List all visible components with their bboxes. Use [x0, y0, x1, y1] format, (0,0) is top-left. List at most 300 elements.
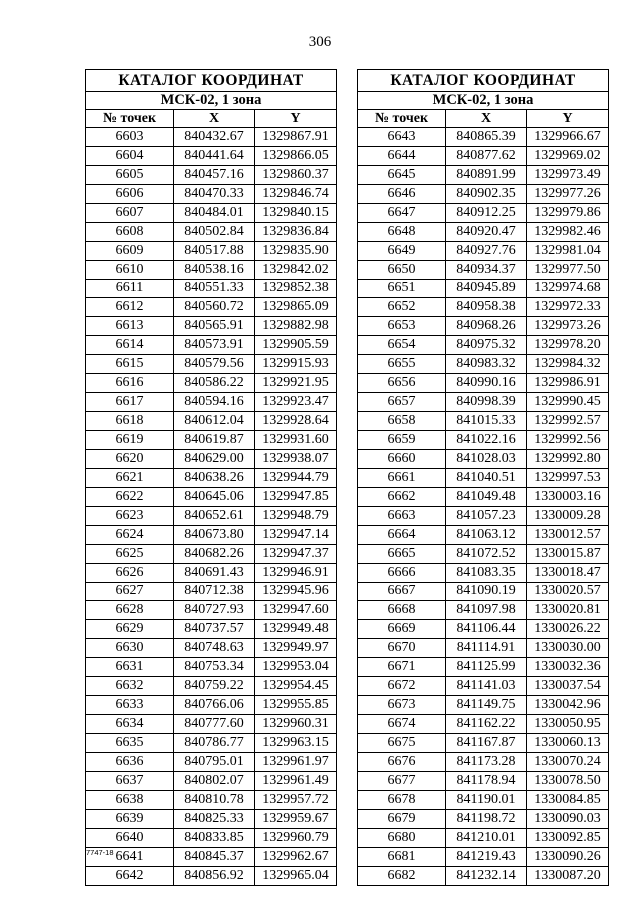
table-row	[358, 146, 609, 165]
point-number-cell: 6665	[358, 544, 446, 563]
table-row	[86, 260, 337, 279]
y-coordinate-cell: 1330020.57	[527, 582, 609, 601]
y-coordinate-cell: 1329923.47	[255, 393, 337, 412]
table-row	[358, 563, 609, 582]
point-number-cell: 6610	[86, 260, 174, 279]
y-coordinate-cell: 1330087.20	[527, 866, 609, 885]
table-row	[86, 847, 337, 866]
point-number-cell: 6626	[86, 563, 174, 582]
y-coordinate-cell: 1330042.96	[527, 696, 609, 715]
table-row	[358, 506, 609, 525]
point-number-cell: 6673	[358, 696, 446, 715]
table-row	[86, 128, 337, 147]
point-number-cell: 6648	[358, 222, 446, 241]
point-number-cell: 6623	[86, 506, 174, 525]
x-coordinate-cell: 840891.99	[446, 165, 527, 184]
y-coordinate-cell: 1329992.56	[527, 431, 609, 450]
table-row	[358, 620, 609, 639]
table-row	[86, 752, 337, 771]
y-coordinate-cell: 1329947.60	[255, 601, 337, 620]
x-coordinate-cell: 840945.89	[446, 279, 527, 298]
x-coordinate-cell: 840912.25	[446, 203, 527, 222]
point-number-cell: 6647	[358, 203, 446, 222]
x-coordinate-cell: 840766.06	[174, 696, 255, 715]
x-coordinate-cell: 840833.85	[174, 828, 255, 847]
x-coordinate-cell: 840432.67	[174, 128, 255, 147]
table-row	[86, 412, 337, 431]
y-coordinate-cell: 1329948.79	[255, 506, 337, 525]
table-row	[358, 771, 609, 790]
y-coordinate-cell: 1329944.79	[255, 468, 337, 487]
y-coordinate-cell: 1330037.54	[527, 677, 609, 696]
x-coordinate-cell: 841049.48	[446, 487, 527, 506]
table-row	[86, 449, 337, 468]
table-row	[358, 677, 609, 696]
y-coordinate-cell: 1329957.72	[255, 790, 337, 809]
table-row	[86, 582, 337, 601]
table-row	[86, 544, 337, 563]
table-row	[86, 279, 337, 298]
point-number-cell: 6678	[358, 790, 446, 809]
table-row	[86, 828, 337, 847]
x-coordinate-cell: 840825.33	[174, 809, 255, 828]
catalog-subtitle: МСК-02, 1 зона	[86, 92, 337, 110]
table-row	[86, 336, 337, 355]
y-coordinate-cell: 1329963.15	[255, 734, 337, 753]
y-coordinate-cell: 1330026.22	[527, 620, 609, 639]
y-coordinate-cell: 1330012.57	[527, 525, 609, 544]
column-header-x: X	[174, 110, 255, 128]
x-coordinate-cell: 840845.37	[174, 847, 255, 866]
table-row	[358, 601, 609, 620]
point-number-cell: 6670	[358, 639, 446, 658]
table-row	[358, 525, 609, 544]
x-coordinate-cell: 840983.32	[446, 355, 527, 374]
column-header-y: Y	[527, 110, 609, 128]
table-row	[358, 544, 609, 563]
y-coordinate-cell: 1329965.04	[255, 866, 337, 885]
x-coordinate-cell: 841090.19	[446, 582, 527, 601]
x-coordinate-cell: 840748.63	[174, 639, 255, 658]
x-coordinate-cell: 841040.51	[446, 468, 527, 487]
y-coordinate-cell: 1330003.16	[527, 487, 609, 506]
point-number-cell: 6625	[86, 544, 174, 563]
table-row	[358, 847, 609, 866]
point-number-cell: 6607	[86, 203, 174, 222]
x-coordinate-cell: 840998.39	[446, 393, 527, 412]
point-number-cell: 6603	[86, 128, 174, 147]
y-coordinate-cell: 1330020.81	[527, 601, 609, 620]
point-number-cell: 6659	[358, 431, 446, 450]
table-row	[358, 279, 609, 298]
point-number-cell: 6637	[86, 771, 174, 790]
table-row	[358, 260, 609, 279]
y-coordinate-cell: 1329842.02	[255, 260, 337, 279]
y-coordinate-cell: 1330060.13	[527, 734, 609, 753]
table-row	[358, 752, 609, 771]
table-row	[86, 241, 337, 260]
column-header-x: X	[446, 110, 527, 128]
table-row	[86, 374, 337, 393]
point-number-cell: 6641	[86, 847, 174, 866]
x-coordinate-cell: 841141.03	[446, 677, 527, 696]
x-coordinate-cell: 841125.99	[446, 658, 527, 677]
x-coordinate-cell: 840645.06	[174, 487, 255, 506]
x-coordinate-cell: 840586.22	[174, 374, 255, 393]
x-coordinate-cell: 840682.26	[174, 544, 255, 563]
y-coordinate-cell: 1329981.04	[527, 241, 609, 260]
y-coordinate-cell: 1330078.50	[527, 771, 609, 790]
catalog-title: КАТАЛОГ КООРДИНАТ	[86, 70, 337, 92]
table-row	[358, 734, 609, 753]
x-coordinate-cell: 841198.72	[446, 809, 527, 828]
y-coordinate-cell: 1330032.36	[527, 658, 609, 677]
point-number-cell: 6680	[358, 828, 446, 847]
table-row	[86, 146, 337, 165]
y-coordinate-cell: 1329997.53	[527, 468, 609, 487]
x-coordinate-cell: 841106.44	[446, 620, 527, 639]
y-coordinate-cell: 1329949.48	[255, 620, 337, 639]
x-coordinate-cell: 840691.43	[174, 563, 255, 582]
point-number-cell: 6653	[358, 317, 446, 336]
y-coordinate-cell: 1329974.68	[527, 279, 609, 298]
table-row	[358, 241, 609, 260]
x-coordinate-cell: 840990.16	[446, 374, 527, 393]
x-coordinate-cell: 840612.04	[174, 412, 255, 431]
x-coordinate-cell: 840652.61	[174, 506, 255, 525]
table-row	[358, 468, 609, 487]
x-coordinate-cell: 840727.93	[174, 601, 255, 620]
page-number: 306	[308, 34, 332, 50]
table-row	[86, 431, 337, 450]
point-number-cell: 6622	[86, 487, 174, 506]
y-coordinate-cell: 1329977.50	[527, 260, 609, 279]
point-number-cell: 6643	[358, 128, 446, 147]
y-coordinate-cell: 1329947.85	[255, 487, 337, 506]
coordinate-catalog-right	[357, 69, 609, 886]
point-number-cell: 6633	[86, 696, 174, 715]
x-coordinate-cell: 841114.91	[446, 639, 527, 658]
y-coordinate-cell: 1329992.80	[527, 449, 609, 468]
y-coordinate-cell: 1330090.26	[527, 847, 609, 866]
x-coordinate-cell: 840795.01	[174, 752, 255, 771]
point-number-cell: 6655	[358, 355, 446, 374]
point-number-cell: 6631	[86, 658, 174, 677]
point-number-cell: 6671	[358, 658, 446, 677]
y-coordinate-cell: 1329865.09	[255, 298, 337, 317]
y-coordinate-cell: 1330084.85	[527, 790, 609, 809]
y-coordinate-cell: 1330018.47	[527, 563, 609, 582]
table-row	[358, 790, 609, 809]
table-row	[358, 658, 609, 677]
x-coordinate-cell: 840975.32	[446, 336, 527, 355]
x-coordinate-cell: 840538.16	[174, 260, 255, 279]
table-row	[358, 696, 609, 715]
table-row	[358, 393, 609, 412]
point-number-cell: 6629	[86, 620, 174, 639]
x-coordinate-cell: 840470.33	[174, 184, 255, 203]
x-coordinate-cell: 840712.38	[174, 582, 255, 601]
table-row	[358, 487, 609, 506]
x-coordinate-cell: 840934.37	[446, 260, 527, 279]
x-coordinate-cell: 840968.26	[446, 317, 527, 336]
y-coordinate-cell: 1330050.95	[527, 715, 609, 734]
x-coordinate-cell: 840753.34	[174, 658, 255, 677]
x-coordinate-cell: 840619.87	[174, 431, 255, 450]
x-coordinate-cell: 841063.12	[446, 525, 527, 544]
table-row	[86, 677, 337, 696]
point-number-cell: 6657	[358, 393, 446, 412]
x-coordinate-cell: 840786.77	[174, 734, 255, 753]
x-coordinate-cell: 841015.33	[446, 412, 527, 431]
y-coordinate-cell: 1329955.85	[255, 696, 337, 715]
table-row	[358, 809, 609, 828]
y-coordinate-cell: 1329960.79	[255, 828, 337, 847]
table-row	[358, 128, 609, 147]
point-number-cell: 6638	[86, 790, 174, 809]
table-row	[358, 374, 609, 393]
table-row	[358, 828, 609, 847]
y-coordinate-cell: 1329846.74	[255, 184, 337, 203]
x-coordinate-cell: 840517.88	[174, 241, 255, 260]
y-coordinate-cell: 1329915.93	[255, 355, 337, 374]
point-number-cell: 6650	[358, 260, 446, 279]
x-coordinate-cell: 840802.07	[174, 771, 255, 790]
x-coordinate-cell: 841219.43	[446, 847, 527, 866]
table-row	[86, 639, 337, 658]
point-number-cell: 6664	[358, 525, 446, 544]
point-number-cell: 6624	[86, 525, 174, 544]
x-coordinate-cell: 840441.64	[174, 146, 255, 165]
y-coordinate-cell: 1329977.26	[527, 184, 609, 203]
catalog-body	[86, 128, 337, 886]
x-coordinate-cell: 841162.22	[446, 715, 527, 734]
table-row	[86, 658, 337, 677]
table-row	[358, 317, 609, 336]
table-row	[358, 355, 609, 374]
x-coordinate-cell: 840629.00	[174, 449, 255, 468]
y-coordinate-cell: 1330030.00	[527, 639, 609, 658]
point-number-cell: 6646	[358, 184, 446, 203]
table-row	[86, 184, 337, 203]
y-coordinate-cell: 1329946.91	[255, 563, 337, 582]
point-number-cell: 6651	[358, 279, 446, 298]
y-coordinate-cell: 1329835.90	[255, 241, 337, 260]
y-coordinate-cell: 1329960.31	[255, 715, 337, 734]
point-number-cell: 6614	[86, 336, 174, 355]
y-coordinate-cell: 1330070.24	[527, 752, 609, 771]
x-coordinate-cell: 840573.91	[174, 336, 255, 355]
point-number-cell: 6677	[358, 771, 446, 790]
column-header-y: Y	[255, 110, 337, 128]
point-number-cell: 6615	[86, 355, 174, 374]
point-number-cell: 6660	[358, 449, 446, 468]
y-coordinate-cell: 1330092.85	[527, 828, 609, 847]
table-row	[86, 809, 337, 828]
y-coordinate-cell: 1329962.67	[255, 847, 337, 866]
y-coordinate-cell: 1329972.33	[527, 298, 609, 317]
x-coordinate-cell: 840502.84	[174, 222, 255, 241]
point-number-cell: 6619	[86, 431, 174, 450]
x-coordinate-cell: 841167.87	[446, 734, 527, 753]
table-row	[86, 203, 337, 222]
x-coordinate-cell: 841210.01	[446, 828, 527, 847]
x-coordinate-cell: 841173.28	[446, 752, 527, 771]
point-number-cell: 6669	[358, 620, 446, 639]
table-row	[358, 431, 609, 450]
x-coordinate-cell: 840865.39	[446, 128, 527, 147]
point-number-cell: 6621	[86, 468, 174, 487]
x-coordinate-cell: 841028.03	[446, 449, 527, 468]
point-number-cell: 6617	[86, 393, 174, 412]
y-coordinate-cell: 1329947.37	[255, 544, 337, 563]
point-number-cell: 6656	[358, 374, 446, 393]
x-coordinate-cell: 841022.16	[446, 431, 527, 450]
coordinate-catalog-left	[85, 69, 337, 886]
y-coordinate-cell: 1329852.38	[255, 279, 337, 298]
point-number-cell: 6654	[358, 336, 446, 355]
table-row	[86, 317, 337, 336]
table-row	[86, 393, 337, 412]
table-row	[358, 715, 609, 734]
y-coordinate-cell: 1329978.20	[527, 336, 609, 355]
point-number-cell: 6628	[86, 601, 174, 620]
point-number-cell: 6666	[358, 563, 446, 582]
table-row	[86, 525, 337, 544]
y-coordinate-cell: 1329866.05	[255, 146, 337, 165]
x-coordinate-cell: 841149.75	[446, 696, 527, 715]
y-coordinate-cell: 1329953.04	[255, 658, 337, 677]
point-number-cell: 6608	[86, 222, 174, 241]
y-coordinate-cell: 1329947.14	[255, 525, 337, 544]
y-coordinate-cell: 1329836.84	[255, 222, 337, 241]
y-coordinate-cell: 1329992.57	[527, 412, 609, 431]
y-coordinate-cell: 1329867.91	[255, 128, 337, 147]
point-number-cell: 6682	[358, 866, 446, 885]
point-number-cell: 6642	[86, 866, 174, 885]
column-header-point-number: № точек	[358, 110, 446, 128]
point-number-cell: 6663	[358, 506, 446, 525]
x-coordinate-cell: 840759.22	[174, 677, 255, 696]
table-row	[86, 468, 337, 487]
table-row	[86, 506, 337, 525]
x-coordinate-cell: 840877.62	[446, 146, 527, 165]
table-row	[358, 866, 609, 885]
y-coordinate-cell: 1330090.03	[527, 809, 609, 828]
table-row	[358, 639, 609, 658]
point-number-cell: 6616	[86, 374, 174, 393]
table-row	[86, 866, 337, 885]
y-coordinate-cell: 1329938.07	[255, 449, 337, 468]
table-row	[86, 696, 337, 715]
y-coordinate-cell: 1329966.67	[527, 128, 609, 147]
x-coordinate-cell: 840673.80	[174, 525, 255, 544]
point-number-cell: 6620	[86, 449, 174, 468]
y-coordinate-cell: 1329921.95	[255, 374, 337, 393]
table-row	[86, 222, 337, 241]
y-coordinate-cell: 1329905.59	[255, 336, 337, 355]
x-coordinate-cell: 840958.38	[446, 298, 527, 317]
y-coordinate-cell: 1329961.97	[255, 752, 337, 771]
table-row	[86, 734, 337, 753]
point-number-cell: 6679	[358, 809, 446, 828]
table-row	[358, 184, 609, 203]
table-row	[86, 355, 337, 374]
point-number-cell: 6632	[86, 677, 174, 696]
point-number-cell: 6675	[358, 734, 446, 753]
x-coordinate-cell: 840810.78	[174, 790, 255, 809]
catalog-title: КАТАЛОГ КООРДИНАТ	[358, 70, 609, 92]
y-coordinate-cell: 1329979.86	[527, 203, 609, 222]
table-row	[86, 601, 337, 620]
y-coordinate-cell: 1329840.15	[255, 203, 337, 222]
point-number-cell: 6645	[358, 165, 446, 184]
point-number-cell: 6649	[358, 241, 446, 260]
x-coordinate-cell: 841097.98	[446, 601, 527, 620]
x-coordinate-cell: 841083.35	[446, 563, 527, 582]
table-row	[358, 165, 609, 184]
point-number-cell: 6612	[86, 298, 174, 317]
table-row	[86, 715, 337, 734]
document-code: 7747-18	[86, 848, 114, 857]
y-coordinate-cell: 1330015.87	[527, 544, 609, 563]
y-coordinate-cell: 1329984.32	[527, 355, 609, 374]
point-number-cell: 6662	[358, 487, 446, 506]
point-number-cell: 6635	[86, 734, 174, 753]
x-coordinate-cell: 840638.26	[174, 468, 255, 487]
y-coordinate-cell: 1329961.49	[255, 771, 337, 790]
y-coordinate-cell: 1330009.28	[527, 506, 609, 525]
point-number-cell: 6652	[358, 298, 446, 317]
point-number-cell: 6606	[86, 184, 174, 203]
x-coordinate-cell: 841057.23	[446, 506, 527, 525]
point-number-cell: 6667	[358, 582, 446, 601]
x-coordinate-cell: 840484.01	[174, 203, 255, 222]
point-number-cell: 6639	[86, 809, 174, 828]
x-coordinate-cell: 840927.76	[446, 241, 527, 260]
x-coordinate-cell: 840856.92	[174, 866, 255, 885]
y-coordinate-cell: 1329931.60	[255, 431, 337, 450]
point-number-cell: 6609	[86, 241, 174, 260]
column-header-point-number: № точек	[86, 110, 174, 128]
y-coordinate-cell: 1329954.45	[255, 677, 337, 696]
catalog-body	[358, 128, 609, 886]
table-row	[358, 412, 609, 431]
y-coordinate-cell: 1329959.67	[255, 809, 337, 828]
y-coordinate-cell: 1329945.96	[255, 582, 337, 601]
catalog-subtitle: МСК-02, 1 зона	[358, 92, 609, 110]
point-number-cell: 6640	[86, 828, 174, 847]
y-coordinate-cell: 1329990.45	[527, 393, 609, 412]
table-row	[86, 790, 337, 809]
x-coordinate-cell: 840457.16	[174, 165, 255, 184]
x-coordinate-cell: 841190.01	[446, 790, 527, 809]
table-row	[358, 336, 609, 355]
table-row	[86, 165, 337, 184]
y-coordinate-cell: 1329860.37	[255, 165, 337, 184]
point-number-cell: 6604	[86, 146, 174, 165]
point-number-cell: 6674	[358, 715, 446, 734]
table-row	[358, 203, 609, 222]
x-coordinate-cell: 840777.60	[174, 715, 255, 734]
point-number-cell: 6634	[86, 715, 174, 734]
point-number-cell: 6681	[358, 847, 446, 866]
y-coordinate-cell: 1329928.64	[255, 412, 337, 431]
x-coordinate-cell: 840737.57	[174, 620, 255, 639]
point-number-cell: 6672	[358, 677, 446, 696]
point-number-cell: 6627	[86, 582, 174, 601]
table-row	[358, 582, 609, 601]
